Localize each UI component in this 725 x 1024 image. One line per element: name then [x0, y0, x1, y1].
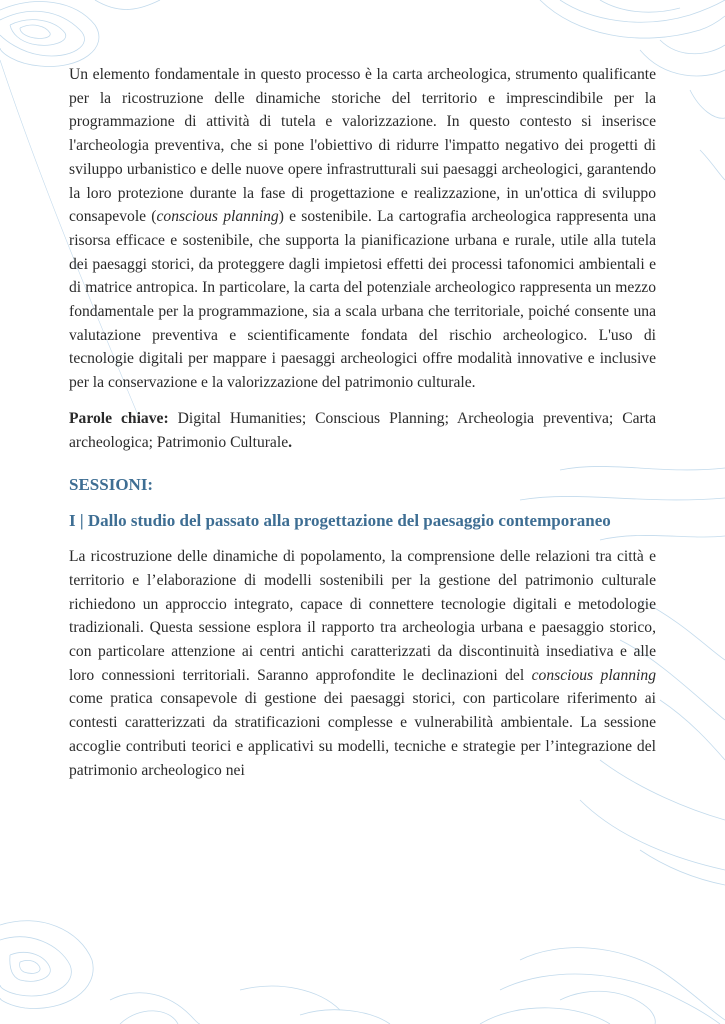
document-page [69, 63, 656, 782]
intro-paragraph-text-2: ) e sostenibile. La cartografia archeologica rappresenta una risorsa efficace e sostenibile, che supporta la pianificazione urbana e rurale, utile alla tutela dei paesaggi storici, da proteggere dagli impietosi effetti dei processi tafonomici ambientali e di matrice antropica. In particolare, la carta del potenziale archeologico rappresenta un mezzo fondamentale per la programmazione, sia a scala urbana che territoriale, poiché consente una valutazione preventiva e scientificamente fondata del rischio archeologico. L'uso di tecnologie digitali per mappare i paesaggi archeologici offre modalità innovative e inclusive per la conservazione e la valorizzazione del patrimonio culturale. [69, 208, 656, 392]
keywords-end: . [288, 433, 293, 451]
sessions-heading: SESSIONI: [69, 475, 154, 495]
session-1-italic: conscious planning [531, 666, 656, 684]
intro-paragraph-text-1: Un elemento fondamentale in questo processo è la carta archeologica, strumento qualificante per la ricostruzione delle dinamiche storiche del territorio e imprescindibile per la programmazione di attività di tutela e valorizzazione. In questo contesto si inserisce l'archeologia preventiva, che si pone l'obiettivo di ridurre l'impatto negativo dei progetti di sviluppo urbanistico e delle nuove opere infrastrutturali sui paesaggi archeologici, garantendo la loro protezione durante la fase di progettazione e realizzazione, in un'ottica di sviluppo consapevole ( [69, 66, 656, 226]
intro-paragraph-italic: conscious planning [156, 208, 279, 226]
session-1-title: I | Dallo studio del passato alla progettazione del paesaggio contemporaneo [69, 511, 611, 531]
intro-paragraph [69, 63, 656, 395]
session-1-text-1: La ricostruzione delle dinamiche di popolamento, la comprensione delle relazioni tra città e territorio e l’elaborazione di modelli sostenibili per la gestione del patrimonio culturale richiedono un approccio integrato, capace di connettere tecnologie digitali e metodologie tradizionali. Questa sessione esplora il rapporto tra archeologia urbana e paesaggio storico, con particolare attenzione ai centri antichi caratterizzati da discontinuità insediativa e alle loro connessioni territoriali. Saranno approfondite le declinazioni del [69, 548, 656, 684]
keywords-label: Parole chiave: [69, 409, 169, 427]
session-1-text-2: come pratica consapevole di gestione dei paesaggi storici, con particolare riferimento ai contesti caratterizzati da stratificazioni complesse e vulnerabilità ambientale. La sessione accoglie contributi teorici e applicativi su modelli, tecniche e strategie per l’integrazione del patrimonio archeologico nei [69, 690, 656, 779]
session-1-paragraph [69, 545, 656, 782]
keywords-text: Digital Humanities; Conscious Planning; Archeologia preventiva; Carta archeologica; Patrimonio Culturale [69, 409, 656, 451]
keywords-paragraph [69, 407, 656, 454]
